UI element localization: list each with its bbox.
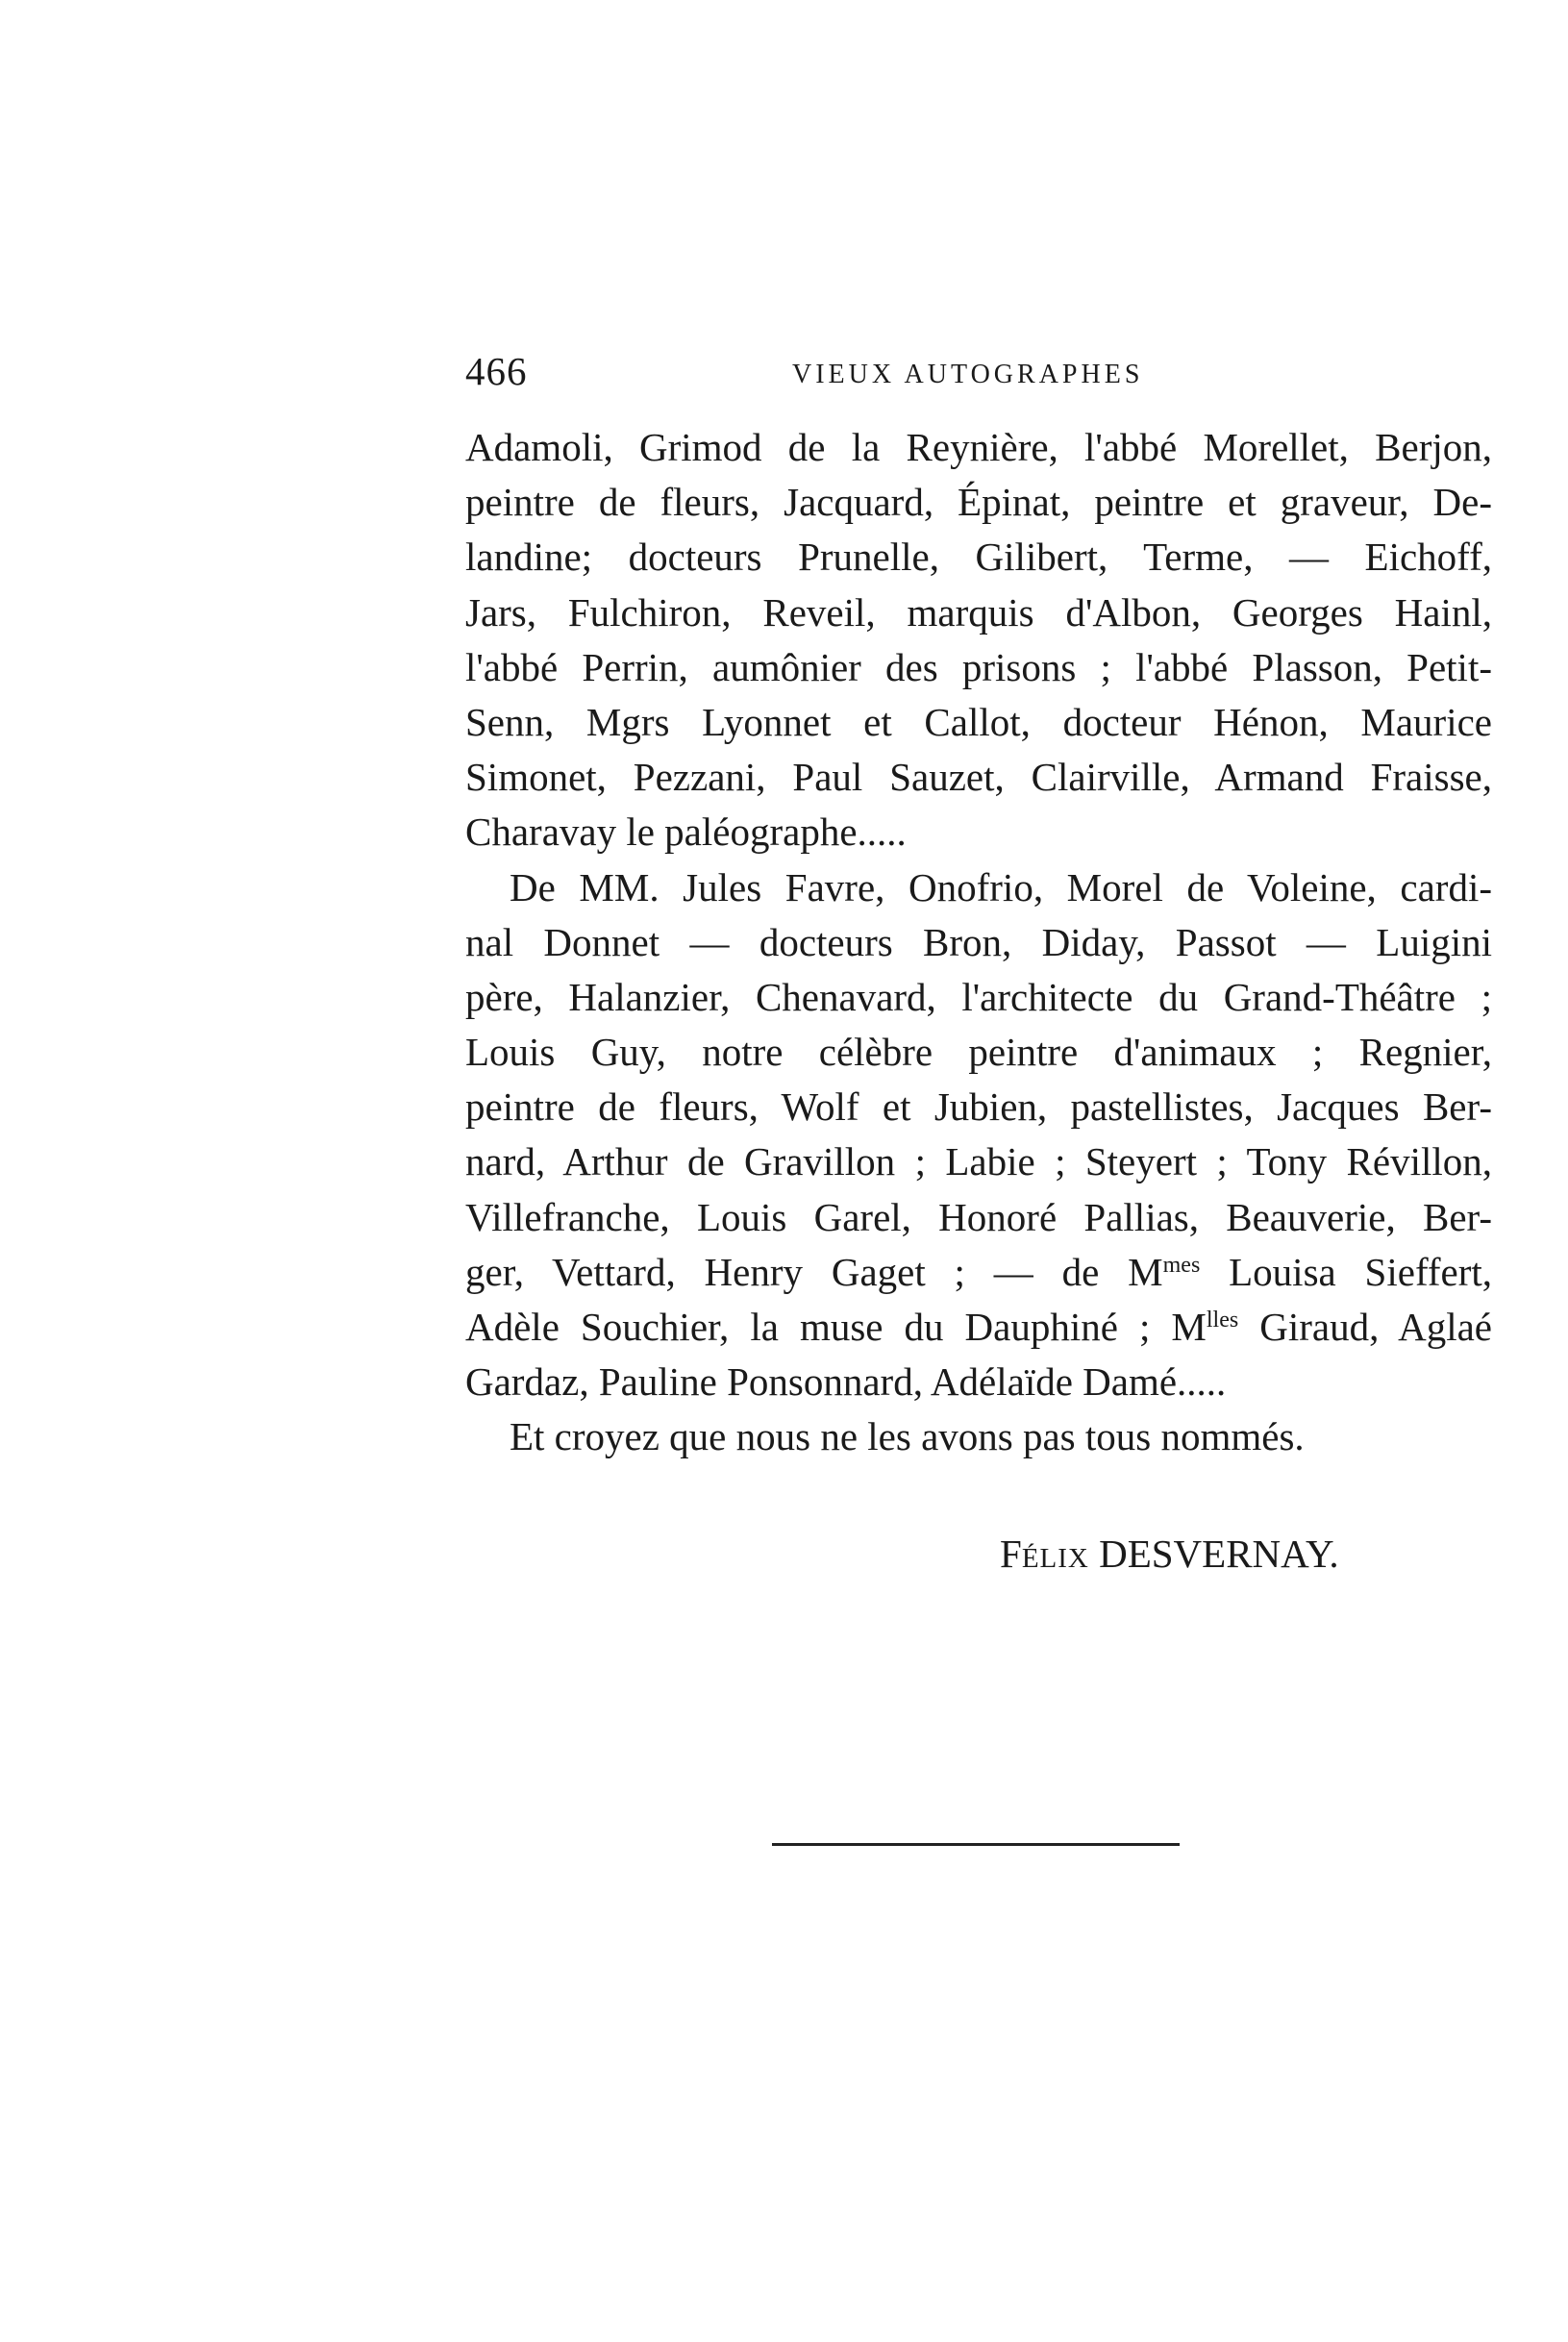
author-signature bbox=[1000, 1531, 1339, 1577]
text-line: peintre de fleurs, Jacquard, Épinat, peintre et graveur, De- bbox=[465, 480, 1492, 525]
superscript: mes bbox=[1162, 1252, 1201, 1278]
text-line: Villefranche, Louis Garel, Honoré Pallias, Beauverie, Ber- bbox=[465, 1194, 1492, 1239]
text-segment: ger, Vettard, Henry Gaget ; — de M bbox=[465, 1249, 1163, 1294]
signature-last-name: DESVERNAY. bbox=[1099, 1532, 1339, 1576]
text-line: Jars, Fulchiron, Reveil, marquis d'Albon, Georges Hainl, bbox=[465, 589, 1492, 635]
text-line: Louis Guy, notre célèbre peintre d'animaux ; Regnier, bbox=[465, 1030, 1492, 1075]
text-line: nal Donnet — docteurs Bron, Diday, Passot — Luigini bbox=[465, 919, 1492, 964]
page-number: 466 bbox=[465, 349, 528, 393]
text-line bbox=[465, 1300, 1492, 1355]
signature-first-name: ÉLIX bbox=[1021, 1543, 1089, 1574]
running-title: VIEUX AUTOGRAPHES bbox=[792, 360, 1144, 389]
running-head bbox=[465, 348, 1492, 406]
text-segment: Adèle Souchier, la muse du Dauphiné ; M bbox=[465, 1305, 1207, 1349]
text-line: peintre de fleurs, Wolf et Jubien, pastellistes, Jacques Ber- bbox=[465, 1084, 1492, 1130]
text-line: Charavay le paléographe..... bbox=[465, 810, 907, 855]
text-line: Et croyez que nous ne les avons pas tous nommés. bbox=[510, 1414, 1305, 1459]
end-rule bbox=[772, 1843, 1180, 1846]
text-line: Senn, Mgrs Lyonnet et Callot, docteur Hénon, Maurice bbox=[465, 699, 1492, 744]
text-line: l'abbé Perrin, aumônier des prisons ; l'abbé Plasson, Petit- bbox=[465, 644, 1492, 689]
text-line: Simonet, Pezzani, Paul Sauzet, Clairville, Armand Fraisse, bbox=[465, 755, 1492, 800]
signature-initial: F bbox=[1000, 1532, 1022, 1576]
text-line: père, Halanzier, Chenavard, l'architecte du Grand-Théâtre ; bbox=[465, 974, 1492, 1019]
superscript: lles bbox=[1206, 1308, 1239, 1333]
body-text bbox=[465, 420, 1492, 1465]
text-line: Gardaz, Pauline Ponsonnard, Adélaïde Damé..... bbox=[465, 1359, 1227, 1405]
text-line bbox=[465, 1245, 1492, 1300]
text-line: nard, Arthur de Gravillon ; Labie ; Steyert ; Tony Révillon, bbox=[465, 1139, 1492, 1184]
text-line: Adamoli, Grimod de la Reynière, l'abbé Morellet, Berjon, bbox=[465, 425, 1492, 469]
text-segment: Louisa Sieffert, bbox=[1200, 1249, 1492, 1294]
text-segment: Giraud, Aglaé bbox=[1238, 1305, 1492, 1349]
text-line: De MM. Jules Favre, Onofrio, Morel de Voleine, cardi- bbox=[510, 864, 1492, 909]
text-line: landine; docteurs Prunelle, Gilibert, Terme, — Eichoff, bbox=[465, 535, 1492, 580]
